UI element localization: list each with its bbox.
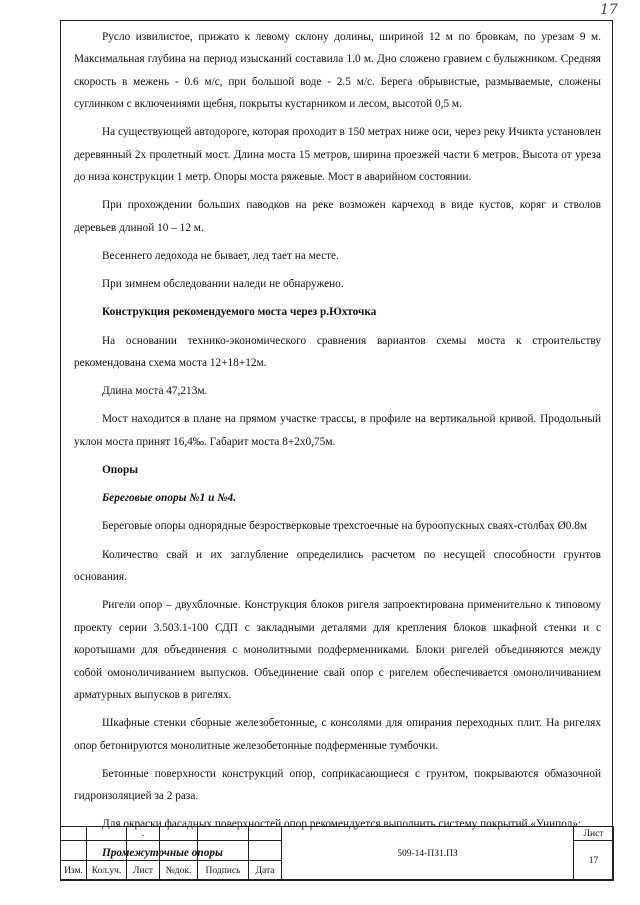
stamp-cell bbox=[87, 841, 127, 861]
paragraph: На существующей автодороге, которая проходит в 150 метрах ниже оси, через реку Ичикта установлен деревянный 2х пролетный мост. Длина моста 15 метров, ширина проезжей части 6 метров. Высота от уреза до низа конструкции 1 метр. Опоры моста ряжевые. Мост в аварийном состоянии. bbox=[74, 126, 601, 184]
document-body bbox=[74, 26, 601, 870]
stamp-label-date: Дата bbox=[249, 861, 282, 881]
paragraph: Мост находится в плане на прямом участке трассы, в профиле на вертикальной кривой. Продольный уклон моста принят 16,4‰. Габарит моста 8+2х0,75м. bbox=[74, 413, 601, 448]
sheet-label: Лист bbox=[574, 827, 614, 841]
paragraph: Ригели опор – двухблочные. Конструкция блоков ригеля запроектирована применительно к типовому проекту серии 3.503.1-100 СДП с закладными деталями для крепления блоков шкафной стенки и с коротышами для объединения с монолитными подферменниками. Блоки ригелей объединяются между собой омоноличиванием выпусков. Объединение свай опор с ригелем обеспечивается омоноличиванием арматурных выпусков в ригелях. bbox=[74, 599, 601, 701]
stamp-cell bbox=[160, 841, 198, 861]
sheet-number: 17 bbox=[574, 841, 614, 881]
paragraph: Весеннего ледохода не бывает, лед тает на месте. bbox=[102, 250, 339, 263]
paragraph: При зимнем обследовании наледи не обнаружено. bbox=[102, 278, 344, 291]
stamp-cell bbox=[87, 827, 127, 841]
stamp-cell bbox=[160, 827, 198, 841]
stamp-cell bbox=[198, 841, 249, 861]
subsection-heading: Береговые опоры №1 и №4. bbox=[102, 492, 237, 505]
paragraph: При прохождении больших паводков на реке возможен карчеход в виде кустов, коряг и стволов деревьев длиной 10 – 12 м. bbox=[74, 199, 601, 234]
stamp-cell bbox=[198, 827, 249, 841]
stamp-label-sheet: Лист bbox=[127, 861, 160, 881]
paragraph: Для окраски фасадных поверхностей опор рекомендуется выполнить систему покрытий «Унипол»: bbox=[102, 818, 582, 831]
stamp-cell bbox=[61, 841, 87, 861]
title-block bbox=[60, 826, 613, 880]
stamp-label-docno: №док. bbox=[160, 861, 198, 881]
section-heading: Опоры bbox=[102, 464, 139, 477]
stamp-cell bbox=[127, 841, 160, 861]
handwritten-page-number: 17 bbox=[600, 2, 618, 18]
paragraph: Длина моста 47,213м. bbox=[102, 385, 208, 398]
paragraph: Шкафные стенки сборные железобетонные, с консолями для опирания переходных плит. На ригелях опор бетонируются монолитные железобетонные подферменные тумбочки. bbox=[74, 717, 601, 752]
paragraph: Береговые опоры однорядные безростверковые трехстоечные на буроопускных сваях-столбах Ø0.8м bbox=[102, 520, 588, 533]
stamp-cell bbox=[249, 827, 282, 841]
paragraph: Русло извилистое, прижато к левому склону долины, шириной 12 м по бровкам, по урезам 9 м. Максимальная глубина на период изысканий составила 1.0 м. Дно сложено гравием с булыжником. Средняя скорость в межень - 0.6 м/с, при большой воде - 2.5 м/с. Берега обрывистые, размываемые, сложены суглинком с включениями щебня, покрыты кустарником и лесом, высотой 0,5 м. bbox=[74, 31, 601, 111]
paragraph: На основании технико-экономического сравнения вариантов схемы моста к строительству рекомендована схема моста 12+18+12м. bbox=[74, 334, 601, 370]
section-heading: Конструкция рекомендуемого моста через р.Юхточка bbox=[102, 306, 377, 319]
paragraph: Бетонные поверхности конструкций опор, соприкасающиеся с грунтом, покрываются обмазочной гидроизоляцией за 2 раза. bbox=[74, 767, 601, 803]
stamp-cell bbox=[61, 827, 87, 841]
document-code: 509-14-ПЗ1.ПЗ bbox=[282, 827, 574, 881]
stamp-label-change: Изм. bbox=[61, 861, 87, 881]
paragraph: Количество свай и их заглубление определились расчетом по несущей способности грунтов основания. bbox=[74, 548, 601, 584]
stamp-cell: . bbox=[127, 827, 160, 841]
stamp-label-count: Кол.уч. bbox=[87, 861, 127, 881]
subsection-heading: Промежуточные опоры bbox=[102, 846, 223, 859]
stamp-cell bbox=[249, 841, 282, 861]
stamp-label-signature: Подпись bbox=[198, 861, 249, 881]
